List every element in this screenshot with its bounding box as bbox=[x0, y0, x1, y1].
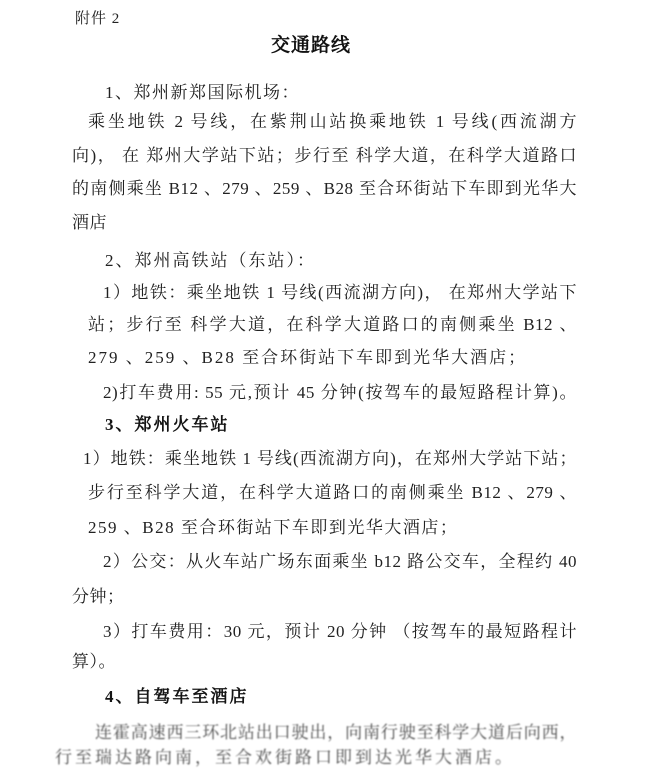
section-4-line-1: 连霍高速西三环北站出口驶出，向南行驶至科学大道后向西， bbox=[95, 723, 577, 742]
section-2-line-3: 279 、259 、B28 至合环街站下车即到光华大酒店； bbox=[88, 348, 528, 367]
attachment-label: 附件 2 bbox=[75, 11, 121, 27]
section-2-line-4: 2)打车费用: 55 元,预计 45 分钟(按驾车的最短路程计算)。 bbox=[103, 383, 577, 402]
section-2-line-2: 站；步行至 科学大道，在科学大道路口的南侧乘坐 B12 、 bbox=[88, 315, 577, 334]
document-title: 交通路线 bbox=[270, 35, 351, 56]
section-1-line-3: 的南侧乘坐 B12 、279 、259 、B28 至合环街站下车即到光华大 bbox=[72, 179, 577, 198]
section-2-line-1: 1）地铁：乘坐地铁 1 号线(西流湖方向)， 在郑州大学站下 bbox=[103, 283, 577, 302]
section-3-line-5: 分钟； bbox=[72, 587, 125, 606]
section-3-line-1: 1）地铁：乘坐地铁 1 号线(西流湖方向)，在郑州大学站下站； bbox=[83, 449, 577, 468]
section-1-line-2: 向)， 在 郑州大学站下站；步行至 科学大道，在科学大道路口 bbox=[72, 146, 577, 165]
section-3-line-4: 2）公交：从火车站广场东面乘坐 b12 路公交车，全程约 40 bbox=[103, 552, 577, 571]
section-1-heading: 1、郑州新郑国际机场： bbox=[105, 83, 300, 102]
section-3-heading: 3、郑州火车站 bbox=[105, 415, 230, 434]
section-4-heading: 4、自驾车至酒店 bbox=[105, 687, 249, 706]
section-4-line-2: 行至瑞达路向南，至合欢街路口即到达光华大酒店。 bbox=[55, 748, 515, 767]
section-3-line-3: 259 、B28 至合环街站下车即到光华大酒店； bbox=[88, 518, 459, 537]
section-1-line-1: 乘坐地铁 2 号线，在紫荆山站换乘地铁 1 号线(西流湖方 bbox=[88, 112, 577, 131]
section-2-heading: 2、郑州高铁站（东站）： bbox=[105, 251, 316, 270]
section-3-line-7: 算）。 bbox=[72, 652, 116, 671]
section-3-line-2: 步行至科学大道，在科学大道路口的南侧乘坐 B12 、279 、 bbox=[88, 483, 577, 502]
section-1-line-4: 酒店 bbox=[72, 213, 107, 232]
section-3-line-6: 3）打车费用：30 元，预计 20 分钟 （按驾车的最短路程计 bbox=[103, 622, 577, 641]
